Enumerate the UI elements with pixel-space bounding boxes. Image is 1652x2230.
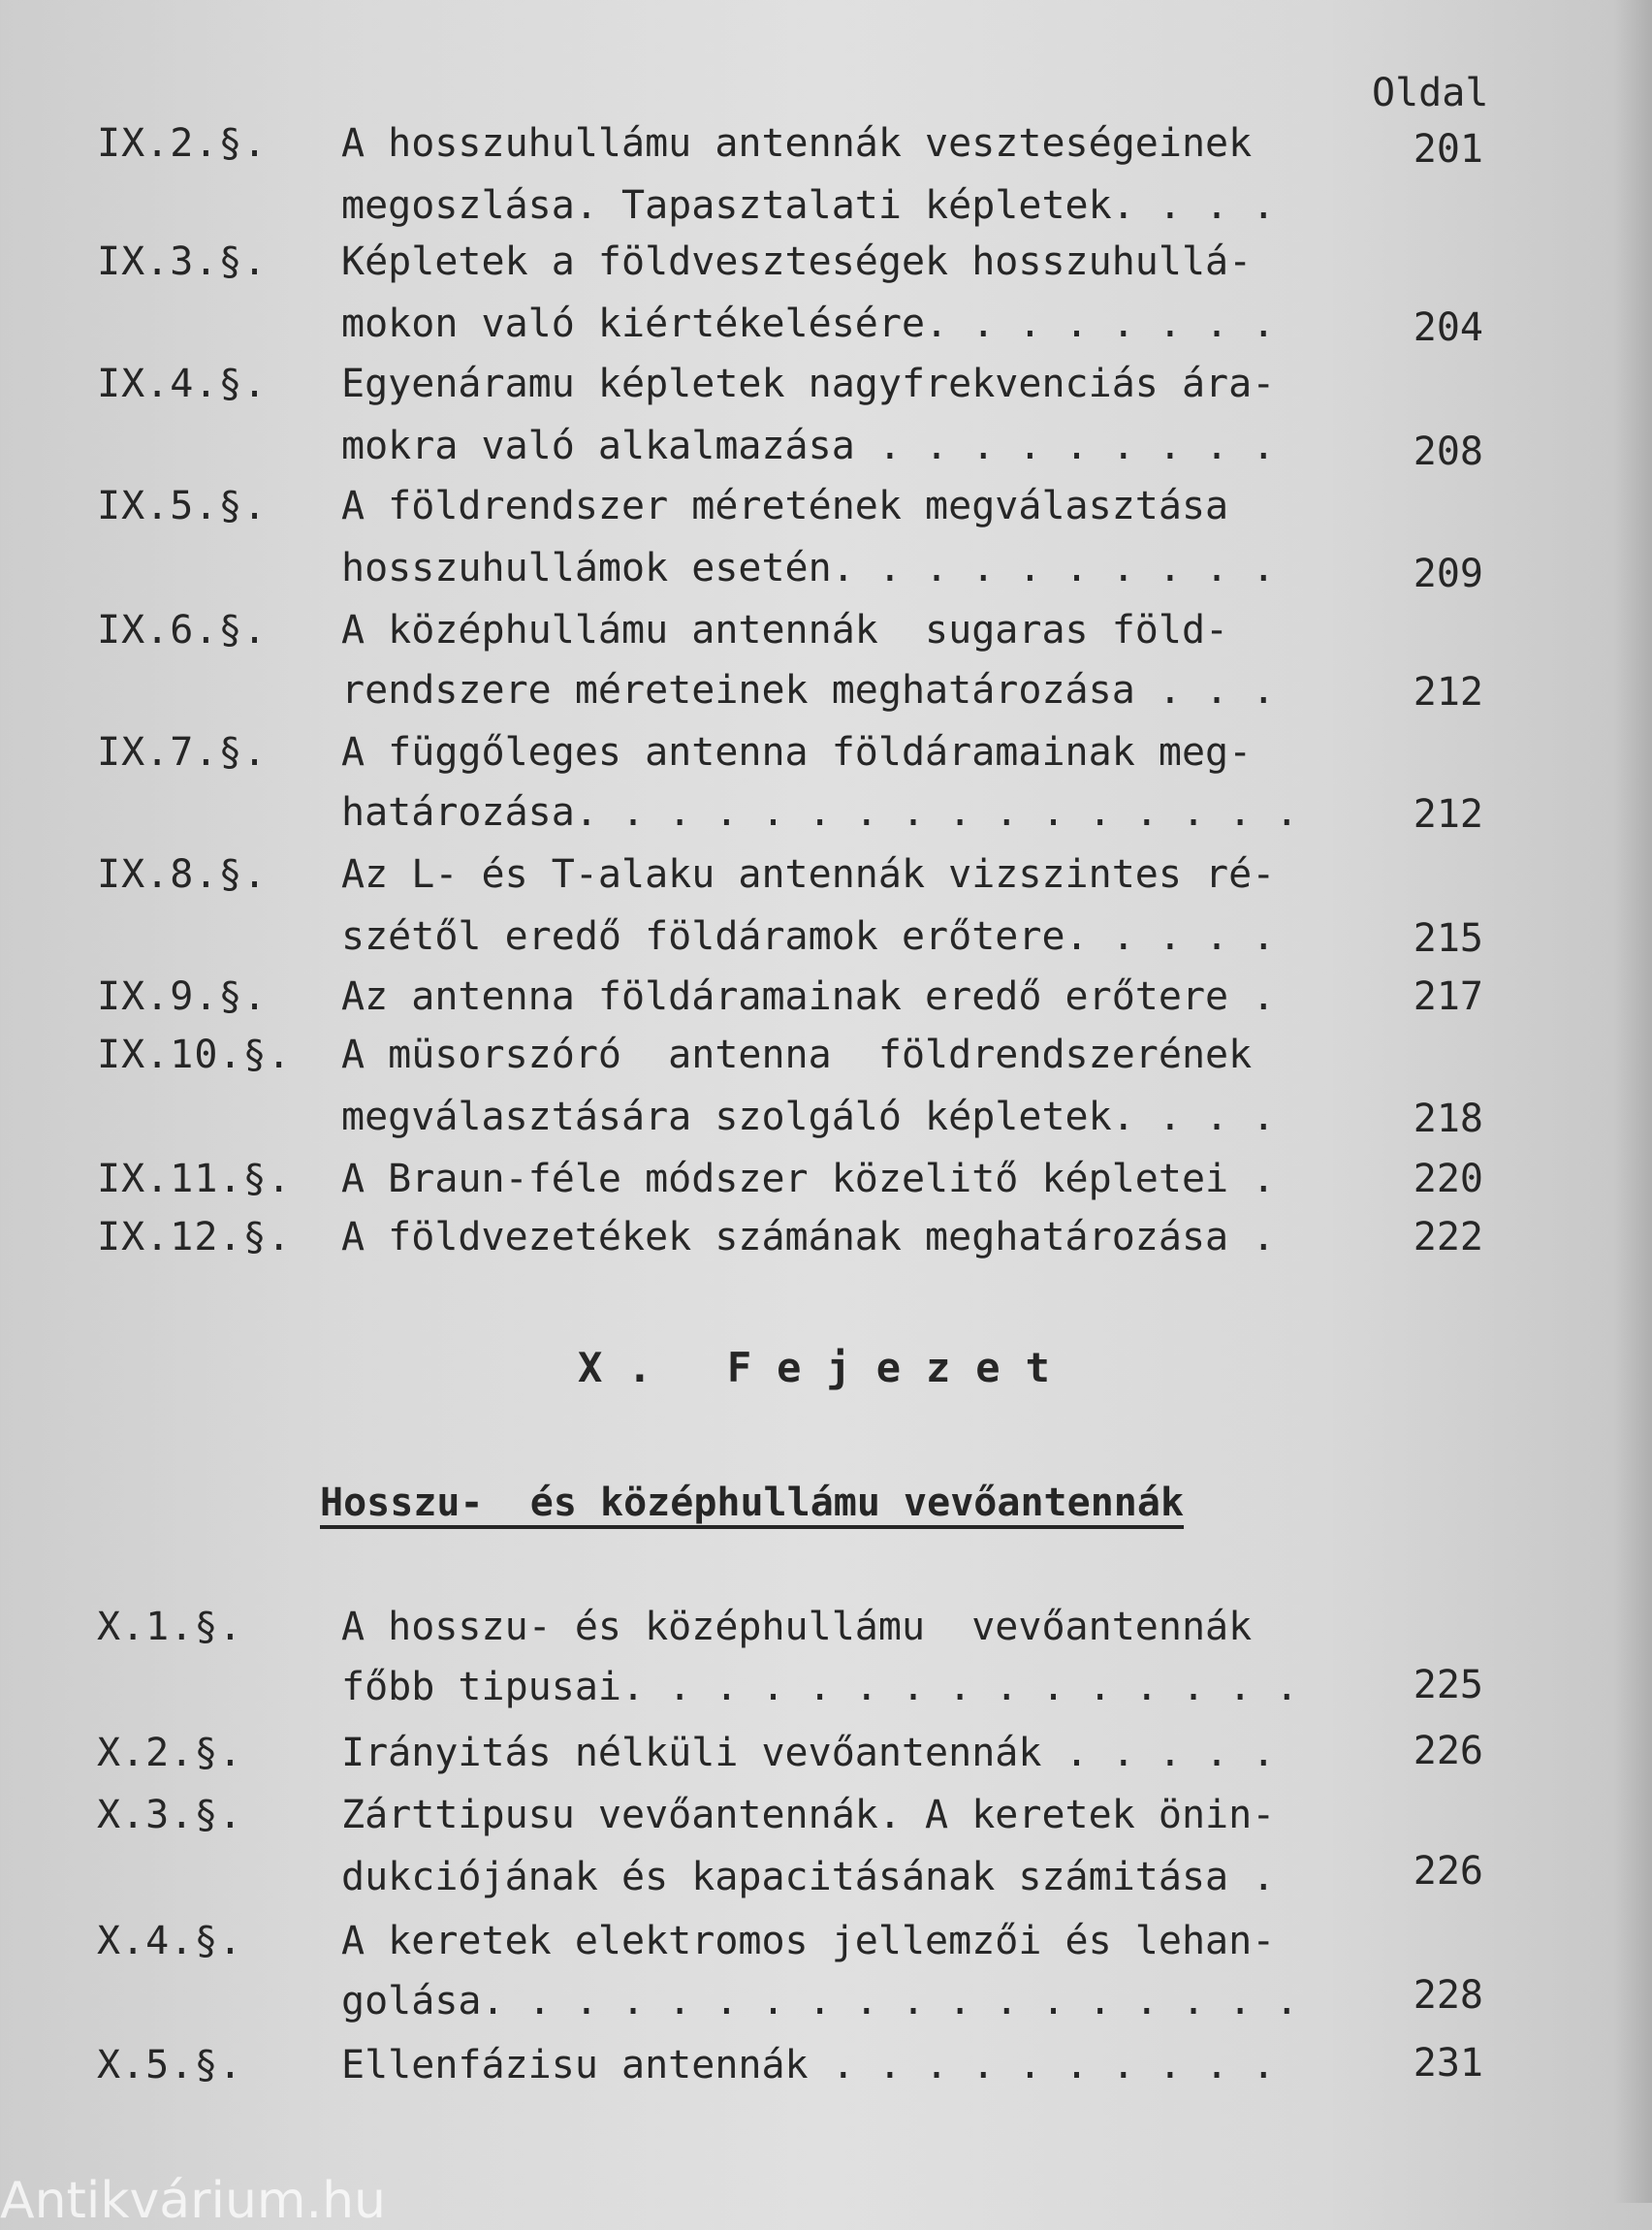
toc-page-number: 220 <box>1413 1157 1483 1201</box>
toc-section-number: X.5.§. <box>97 2043 243 2087</box>
page-column-header: Oldal <box>1372 71 1489 115</box>
toc-page-number: 222 <box>1413 1215 1483 1259</box>
toc-entry-title-line: A hosszu- és középhullámu vevőantennák <box>341 1605 1253 1649</box>
toc-entry-title-line: megválasztására szolgáló képletek. . . . <box>341 1095 1276 1139</box>
toc-entry-title-line: határozása. . . . . . . . . . . . . . . . <box>341 790 1299 835</box>
toc-entry-title-line: Irányitás nélküli vevőantennák . . . . . <box>341 1731 1276 1775</box>
toc-section-number: X.4.§. <box>97 1919 243 1963</box>
toc-entry-title-line: Az antenna földáramainak eredő erőtere . <box>341 974 1276 1019</box>
toc-entry-title-line: dukciójának és kapacitásának számitása . <box>341 1855 1276 1899</box>
toc-entry-title-line: mokon való kiértékelésére. . . . . . . . <box>341 302 1276 346</box>
toc-page-number: 212 <box>1413 670 1483 715</box>
toc-page-number: 217 <box>1413 974 1483 1019</box>
toc-section-number: X.1.§. <box>97 1605 243 1649</box>
toc-entry-title-line: hosszuhullámok esetén. . . . . . . . . . <box>341 546 1276 590</box>
chapter-title: Hosszu- és középhullámu vevőantennák <box>320 1481 1185 1525</box>
chapter-label: X. Fejezet <box>578 1344 1075 1391</box>
toc-page-number: 218 <box>1413 1097 1483 1141</box>
toc-section-number: X.3.§. <box>97 1793 243 1837</box>
toc-entry-title-line: mokra való alkalmazása . . . . . . . . . <box>341 424 1276 468</box>
watermark: Antikvárium.hu <box>0 2172 386 2230</box>
toc-entry-title-line: A hosszuhullámu antennák veszteségeinek <box>341 121 1253 166</box>
toc-entry-title-line: golása. . . . . . . . . . . . . . . . . . <box>341 1979 1299 2023</box>
toc-section-number: IX.4.§. <box>97 362 268 406</box>
toc-entry-title-line: főbb tipusai. . . . . . . . . . . . . . . <box>341 1665 1299 1709</box>
toc-section-number: IX.7.§. <box>97 730 268 775</box>
toc-entry-title-line: A müsorszóró antenna földrendszerének <box>341 1033 1253 1077</box>
toc-section-number: IX.6.§. <box>97 608 268 653</box>
toc-page-number: 215 <box>1413 916 1483 961</box>
toc-entry-title-line: Ellenfázisu antennák . . . . . . . . . . <box>341 2043 1276 2087</box>
toc-page-number: 225 <box>1413 1663 1483 1707</box>
toc-section-number: IX.2.§. <box>97 121 268 166</box>
toc-page-number: 201 <box>1413 127 1483 172</box>
toc-section-number: IX.12.§. <box>97 1215 292 1259</box>
toc-section-number: IX.5.§. <box>97 484 268 528</box>
toc-page-number: 228 <box>1413 1973 1483 2018</box>
toc-entry-title-line: Képletek a földveszteségek hosszuhullá- <box>341 239 1253 284</box>
toc-section-number: X.2.§. <box>97 1731 243 1775</box>
toc-entry-title-line: megoszlása. Tapasztalati képletek. . . . <box>341 183 1276 228</box>
toc-section-number: IX.11.§. <box>97 1157 292 1201</box>
toc-entry-title-line: Zárttipusu vevőantennák. A keretek önin- <box>341 1793 1276 1837</box>
toc-page-number: 212 <box>1413 792 1483 837</box>
toc-page-number: 209 <box>1413 552 1483 596</box>
toc-entry-title-line: Az L- és T-alaku antennák vizszintes ré- <box>341 852 1276 897</box>
toc-page-number: 204 <box>1413 305 1483 350</box>
toc-entry-title-line: Egyenáramu képletek nagyfrekvenciás ára- <box>341 362 1276 406</box>
toc-page-number: 226 <box>1413 1849 1483 1894</box>
toc-page-number: 208 <box>1413 430 1483 474</box>
toc-entry-title-line: A keretek elektromos jellemzői és lehan- <box>341 1919 1276 1963</box>
toc-entry-title-line: rendszere méreteinek meghatározása . . . <box>341 668 1276 713</box>
toc-section-number: IX.9.§. <box>97 974 268 1019</box>
toc-entry-title-line: szétől eredő földáramok erőtere. . . . . <box>341 914 1276 959</box>
toc-entry-title-line: A földrendszer méretének megválasztása <box>341 484 1229 528</box>
toc-entry-title-line: A földvezetékek számának meghatározása . <box>341 1215 1276 1259</box>
toc-section-number: IX.10.§. <box>97 1033 292 1077</box>
page-edge-shadow <box>1613 0 1652 2203</box>
toc-page-number: 226 <box>1413 1729 1483 1773</box>
toc-page-number: 231 <box>1413 2041 1483 2086</box>
toc-section-number: IX.3.§. <box>97 239 268 284</box>
toc-entry-title-line: A függőleges antenna földáramainak meg- <box>341 730 1253 775</box>
toc-section-number: IX.8.§. <box>97 852 268 897</box>
toc-entry-title-line: A Braun-féle módszer közelitő képletei . <box>341 1157 1276 1201</box>
toc-entry-title-line: A középhullámu antennák sugaras föld- <box>341 608 1229 653</box>
